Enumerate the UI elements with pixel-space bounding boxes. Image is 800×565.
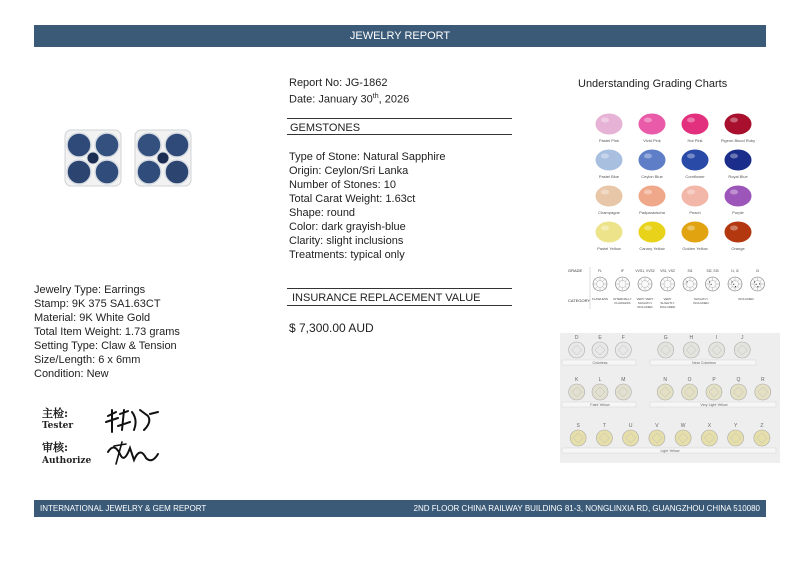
diamond-icon [706,277,720,291]
diamond-color-scale [560,333,780,463]
color-swatch [681,185,709,215]
color-letter: S [576,423,580,429]
diamond-icon [638,277,652,291]
color-letter: D [574,335,579,341]
swatch-label: Golden Yellow [682,246,708,251]
color-letter: R [760,377,765,383]
gem-line: Number of Stones: 10 [289,179,397,191]
color-range-label: Faint Yellow [590,403,610,407]
grade-value: I1, I2 [731,269,739,273]
handwritten-signature [104,408,162,470]
divider [287,288,512,289]
jewelry-line: Stamp: 9K 375 SA1.63CT [34,298,161,310]
swatch-label: Canary Yellow [639,246,665,251]
color-swatch [595,221,623,251]
jewelry-line: Jewelry Type: Earrings [34,284,146,296]
category-value: INCLUDED [738,297,754,301]
category-value: SLIGHTLY [637,301,653,305]
swatch-label: Cornflower [685,174,705,179]
category-value: FLAWLESS [614,301,631,305]
color-grade-group [650,377,776,407]
color-letter: G [663,335,668,341]
grading-title: Understanding Grading Charts [578,78,728,90]
color-swatch [681,113,709,143]
gem-line: Type of Stone: Natural Sapphire [289,151,446,163]
color-letter: O [687,377,692,383]
gemstone-details [289,150,446,262]
swatch-label: Ceylon Blue [641,174,663,179]
color-grade-group [650,335,756,365]
color-letter: W [680,423,686,429]
gem-line: Treatments: typical only [289,249,405,261]
color-grade-group [562,335,636,365]
swatch-label: Pigeon Blood Ruby [720,138,756,143]
report-header-bar [34,25,766,47]
category-value: INCLUDED [659,305,676,309]
diamond-icon [661,277,675,291]
color-letter: M [621,377,626,383]
color-swatch [638,149,666,179]
grade-value: SI2, SI3 [706,269,719,273]
color-swatch [721,113,755,143]
jewelry-line: Setting Type: Claw & Tension [34,340,177,352]
swatch-label: Hot Pink [687,138,703,143]
color-range-label: Colorless [592,361,608,365]
color-letter: X [707,423,712,429]
gem-line: Origin: Ceylon/Sri Lanka [289,165,409,177]
color-swatch [638,113,666,143]
category-label: CATEGORY [568,298,591,303]
footer-org: INTERNATIONAL JEWELRY & GEM REPORT [40,504,207,513]
swatch-label: Vivid Pink [643,138,661,143]
category-value: SLIGHTLY [660,301,675,305]
color-grade-group [562,423,776,453]
color-swatch [595,113,623,143]
color-letter: P [712,377,716,383]
swatch-label: Padparadscha [639,210,665,215]
color-swatch [724,149,752,179]
authorize-label-cn: 审核: [42,441,69,454]
color-letter: J [741,335,744,341]
sapphire-earrings-photo [60,126,195,191]
color-range-label: Very Light Yellow [700,403,728,407]
divider [287,118,512,119]
swatch-label: Pastel Yellow [597,246,621,251]
swatch-label: Champagne [598,210,620,215]
category-value: VERY VERY [636,297,654,301]
insurance-value: $ 7,300.00 AUD [289,321,374,335]
color-letter: N [663,377,668,383]
swatch-label: Pastel Pink [598,138,620,143]
authorize-label-en: Authorize [42,456,92,466]
jewelry-details [34,283,180,381]
gem-line: Clarity: slight inclusions [289,235,404,247]
tester-label-en: Tester [42,421,74,431]
grade-value: VVS1, VVS2 [635,269,655,273]
color-letter: H [689,335,694,341]
gem-line: Shape: round [289,207,356,219]
clarity-grade-chart [566,265,766,315]
category-value: SLIGHTLY [693,297,709,301]
grade-value: I3 [756,269,759,273]
category-value: FLAWLESS [592,297,608,301]
color-letter: T [602,423,606,429]
swatch-label: Royal Blue [728,174,748,179]
sapphire-color-grid [588,110,758,252]
footer-address: 2ND FLOOR CHINA RAILWAY BUILDING 81-3, NONGLINXIA RD, GUANGZHOU CHINA 510080 [413,504,760,513]
diamond-icon [728,277,742,291]
report-number: Report No: JG-1862 [289,77,388,89]
color-range-label: Light Yellow [660,449,680,453]
gemstones-heading: GEMSTONES [290,122,361,134]
swatch-label: Pastel Blue [598,174,620,179]
tester-label-cn: 主检: [42,407,69,420]
category-value: INCLUDED [693,301,709,305]
grade-value: VS1, VS2 [660,269,675,273]
color-swatch [681,149,709,179]
swatch-label: Peach [689,210,701,215]
category-value: INCLUDED [637,305,653,309]
color-range-label: Near Colorless [692,361,716,365]
diamond-icon [683,277,697,291]
category-value: INTERNALLY [613,297,632,301]
diamond-icon [593,277,607,291]
insurance-heading: INSURANCE REPLACEMENT VALUE [292,292,481,304]
swatch-label: Orange [731,246,745,251]
color-swatch [595,185,623,215]
signature-block [42,408,162,470]
report-date: Date: January 30th, 2026 [289,93,410,106]
divider [287,134,512,135]
grade-label: GRADE [568,268,583,273]
color-swatch [724,221,752,251]
jewelry-line: Condition: New [34,368,109,380]
color-swatch [638,221,666,251]
grade-value: FL [598,269,602,273]
color-letter: U [628,423,633,429]
jewelry-line: Material: 9K White Gold [34,312,151,324]
color-swatch [681,221,709,251]
color-letter: Q [736,377,741,383]
color-grade-group [562,377,636,407]
color-letter: I [716,335,718,341]
color-letter: E [598,335,602,341]
color-letter: F [621,335,625,341]
jewelry-line: Size/Length: 6 x 6mm [34,354,141,366]
diamond-icon [616,277,630,291]
color-letter: Y [733,423,738,429]
color-letter: V [655,423,659,429]
report-footer-bar [34,500,766,517]
color-swatch [724,185,752,215]
swatch-label: Purple [732,210,744,215]
gem-line: Total Carat Weight: 1.63ct [289,193,416,205]
jewelry-line: Total Item Weight: 1.73 grams [34,326,180,338]
color-letter: Z [760,423,764,429]
report-title: JEWELRY REPORT [349,30,451,42]
color-letter: K [574,377,579,383]
color-swatch [595,149,623,179]
divider [287,305,512,306]
color-swatch [638,185,666,215]
category-value: VERY [663,297,672,301]
grade-value: SI1 [687,269,693,273]
gem-line: Color: dark grayish-blue [289,221,406,233]
color-letter: L [598,377,602,383]
diamond-icon [751,277,765,291]
grade-value: IF [620,269,625,273]
